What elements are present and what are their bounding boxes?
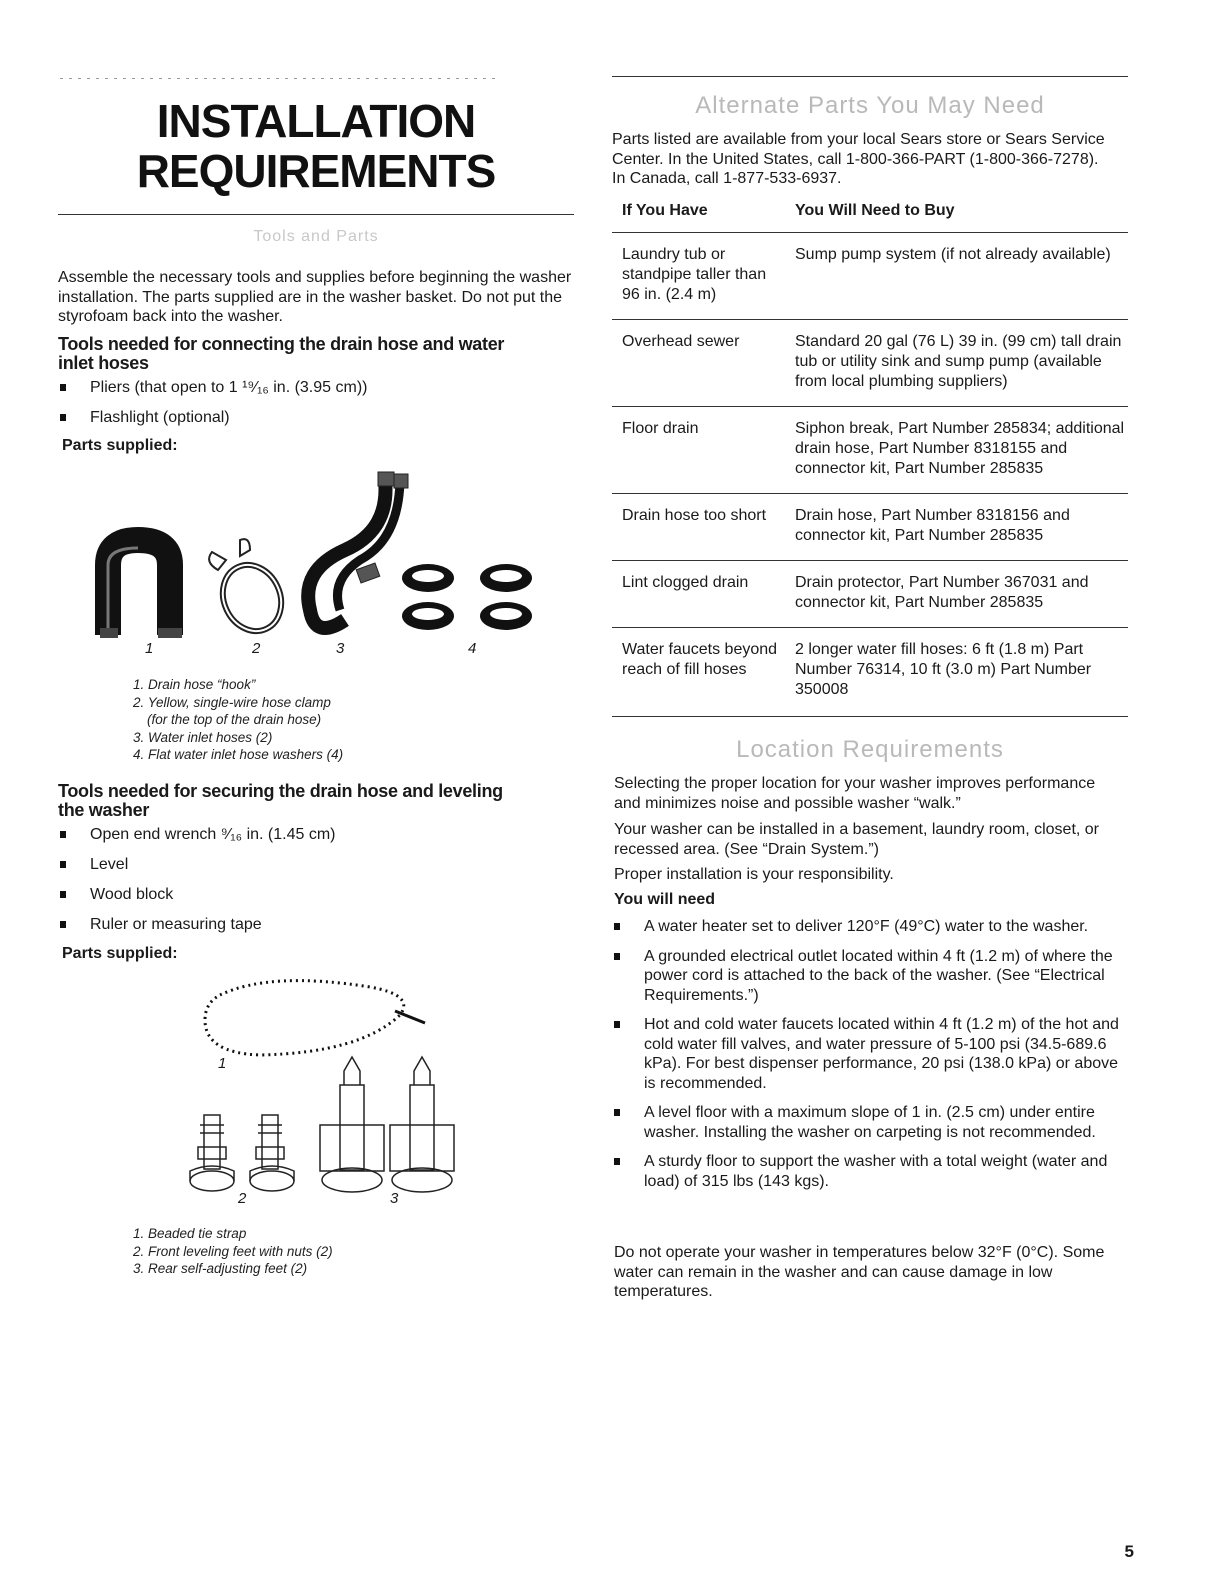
figure1-number: 4 bbox=[468, 640, 477, 657]
figure1-number: 3 bbox=[336, 640, 345, 657]
right-top-rule bbox=[612, 76, 1128, 77]
front-leveling-foot-icon bbox=[250, 1115, 294, 1191]
caption: 1. Drain hose “hook” bbox=[133, 677, 256, 692]
table-cell-buy: Siphon break, Part Number 285834; additional drain hose, Part Number 8318155 and connector kit, Part Number 285835 bbox=[785, 407, 1128, 494]
list-item: Wood block bbox=[58, 885, 574, 905]
bullet-icon bbox=[60, 384, 66, 391]
table-header-have: If You Have bbox=[612, 202, 785, 233]
bullet-icon bbox=[60, 921, 66, 928]
location-heading: Location Requirements bbox=[736, 736, 1004, 763]
parts-figure-1 bbox=[100, 470, 550, 660]
alternate-parts-table bbox=[612, 202, 1128, 714]
table-row bbox=[612, 407, 1128, 494]
you-will-need-label: You will need bbox=[614, 891, 716, 908]
caption: 1. Beaded tie strap bbox=[133, 1226, 247, 1241]
hose-washers-icon bbox=[402, 564, 532, 630]
bullet-icon bbox=[614, 1109, 620, 1116]
bullet-icon bbox=[60, 831, 66, 838]
figure2-number: 2 bbox=[238, 1190, 247, 1207]
page-number: 5 bbox=[1124, 1542, 1134, 1561]
beaded-tie-strap-icon bbox=[205, 981, 404, 1055]
front-leveling-foot-icon bbox=[190, 1115, 234, 1191]
list-item: A level floor with a maximum slope of 1 in. (2.5 cm) under entire washer. Installing the washer on carpeting is not recommended. bbox=[612, 1103, 1128, 1142]
location-paragraph-3: Proper installation is your responsibility. bbox=[614, 866, 894, 883]
table-cell-have: Water faucets beyond reach of fill hoses bbox=[612, 628, 785, 715]
table-row bbox=[612, 233, 1128, 320]
table-cell-have: Overhead sewer bbox=[612, 320, 785, 407]
parts-supplied-label-2: Parts supplied: bbox=[62, 945, 178, 962]
list-item: A sturdy floor to support the washer with a total weight (water and load) of 315 lbs (143 kgs). bbox=[612, 1152, 1128, 1191]
table-cell-buy: 2 longer water fill hoses: 6 ft (1.8 m) Part Number 76314, 10 ft (3.0 m) Part Number 350008 bbox=[785, 628, 1128, 715]
table-cell-buy: Drain hose, Part Number 8318156 and connector kit, Part Number 285835 bbox=[785, 494, 1128, 561]
page-title-line-1: INSTALLATION bbox=[156, 95, 476, 147]
hose-clamp-icon bbox=[209, 539, 294, 643]
figure1-number: 1 bbox=[145, 640, 154, 657]
list-item: Flashlight (optional) bbox=[58, 408, 574, 428]
bullet-icon bbox=[614, 1158, 620, 1165]
list-item: A grounded electrical outlet located within 4 ft (1.2 m) of where the power cord is attached to the back of the washer. (See “Electrical Requirements.”) bbox=[612, 947, 1128, 1006]
page-title-line-2: REQUIREMENTS bbox=[136, 145, 496, 197]
table-header-row bbox=[612, 202, 1128, 233]
caption: 2. Yellow, single-wire hose clamp bbox=[133, 694, 331, 710]
table-cell-buy: Sump pump system (if not already available) bbox=[795, 246, 1111, 263]
bullet-icon bbox=[60, 861, 66, 868]
caption: 3. Water inlet hoses (2) bbox=[133, 729, 273, 745]
rear-self-adjusting-foot-icon bbox=[320, 1057, 384, 1192]
figure2-number: 3 bbox=[390, 1190, 399, 1207]
tools-parts-heading: Tools and Parts bbox=[253, 228, 379, 245]
table-row bbox=[612, 561, 1128, 628]
rear-self-adjusting-foot-icon bbox=[390, 1057, 454, 1192]
tools2-heading: Tools needed for securing the drain hose and leveling the washer bbox=[58, 781, 503, 820]
alternate-parts-intro: Parts listed are available from your local Sears store or Sears Service Center. In the United States, call 1-800-366-PART (1-800-366-7278). In Canada, call 1-877-533-6937. bbox=[612, 131, 1105, 187]
tools2-list bbox=[58, 825, 574, 935]
table-row bbox=[612, 320, 1128, 407]
parts-figure-2 bbox=[190, 975, 450, 1215]
top-faint-rule bbox=[60, 78, 500, 79]
water-inlet-hoses-icon bbox=[308, 472, 408, 628]
caption: 4. Flat water inlet hose washers (4) bbox=[133, 747, 344, 762]
table-cell-buy: Drain protector, Part Number 367031 and connector kit, Part Number 285835 bbox=[785, 561, 1128, 628]
list-item: Ruler or measuring tape bbox=[58, 915, 574, 935]
caption: (for the top of the drain hose) bbox=[147, 712, 322, 727]
page-title bbox=[58, 96, 574, 196]
location-paragraph-2: Your washer can be installed in a basement, laundry room, closet, or recessed area. (See “Drain System.”) bbox=[614, 821, 1100, 858]
table-cell-have: Drain hose too short bbox=[612, 494, 785, 561]
table-cell-have: Lint clogged drain bbox=[612, 561, 785, 628]
alternate-parts-heading: Alternate Parts You May Need bbox=[695, 92, 1045, 119]
location-paragraph-1: Selecting the proper location for your washer improves performance and minimizes noise and possible washer “walk.” bbox=[614, 775, 1096, 812]
bullet-icon bbox=[614, 1021, 620, 1028]
table-cell-have: Laundry tub or standpipe taller than 96 in. (2.4 m) bbox=[622, 246, 767, 303]
bullet-icon bbox=[614, 953, 620, 960]
bullet-icon bbox=[614, 923, 620, 930]
table-header-buy: You Will Need to Buy bbox=[785, 202, 1128, 233]
list-item: A water heater set to deliver 120°F (49°C) water to the washer. bbox=[612, 917, 1128, 937]
table-row bbox=[612, 494, 1128, 561]
caption: 3. Rear self-adjusting feet (2) bbox=[133, 1261, 308, 1276]
tools1-list bbox=[58, 378, 574, 427]
figure2-number: 1 bbox=[218, 1055, 227, 1072]
table-cell-buy: Standard 20 gal (76 L) 39 in. (99 cm) tall drain tub or utility sink and sump pump (available from local plumbing suppliers) bbox=[785, 320, 1128, 407]
closing-paragraph: Do not operate your washer in temperatures below 32°F (0°C). Some water can remain in the washer and can cause damage in low temperatures. bbox=[614, 1244, 1105, 1300]
requirements-list bbox=[612, 917, 1128, 1191]
figure1-number: 2 bbox=[252, 640, 261, 657]
list-item: Pliers (that open to 1 ¹⁹⁄₁₆ in. (3.95 cm)) bbox=[58, 378, 574, 398]
figure1-captions bbox=[133, 676, 493, 764]
tools1-heading: Tools needed for connecting the drain hose and water inlet hoses bbox=[58, 334, 505, 373]
left-divider bbox=[58, 214, 574, 215]
table-cell-have: Floor drain bbox=[612, 407, 785, 494]
bullet-icon bbox=[60, 891, 66, 898]
intro-paragraph: Assemble the necessary tools and supplies before beginning the washer installation. The parts supplied are in the washer basket. Do not put the styrofoam back into the washer. bbox=[58, 269, 572, 325]
list-item: Open end wrench ⁹⁄₁₆ in. (1.45 cm) bbox=[58, 825, 574, 845]
parts-supplied-label-1: Parts supplied: bbox=[62, 437, 178, 454]
caption: 2. Front leveling feet with nuts (2) bbox=[133, 1243, 333, 1259]
table-row bbox=[612, 628, 1128, 715]
bullet-icon bbox=[60, 414, 66, 421]
drain-hose-hook-icon bbox=[100, 540, 182, 638]
figure2-captions bbox=[133, 1225, 493, 1278]
location-rule bbox=[612, 716, 1128, 717]
list-item: Hot and cold water faucets located within 4 ft (1.2 m) of the hot and cold water fill valves, and water pressure of 5-100 psi (34.5-689.6 kPa). For best dispenser performance, 20 psi (138.0 kPa) or above is recommended. bbox=[612, 1015, 1128, 1093]
list-item: Level bbox=[58, 855, 574, 875]
